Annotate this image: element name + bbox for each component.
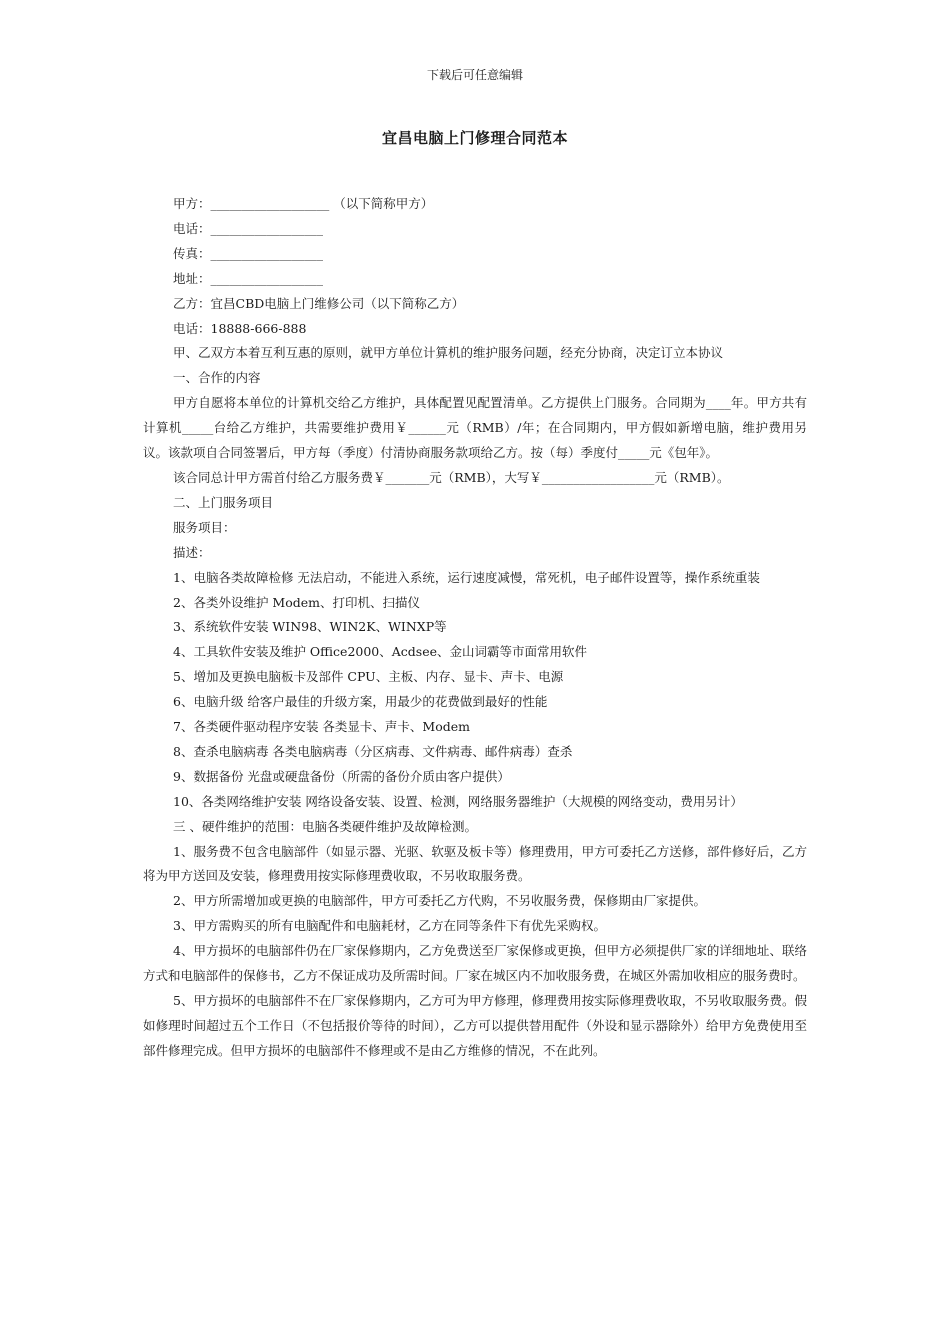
hardware-clause: 1、服务费不包含电脑部件（如显示器、光驱、软驱及板卡等）修理费用，甲方可委托乙方送修，部件修好后，乙方将为甲方送回及安装，修理费用按实际修理费收取，不另收取服务费。 (143, 843, 807, 884)
document-body (143, 192, 807, 1064)
section-heading-services: 二、上门服务项目 (173, 494, 274, 510)
service-item: 6、电脑升级 给客户最佳的升级方案，用最少的花费做到最好的性能 (173, 694, 548, 710)
service-item: 10、各类网络维护安装 网络设备安装、设置、检测，网络服务器维护（大规模的网络变动，费用另计） (173, 793, 743, 809)
service-item: 7、各类硬件驱动程序安装 各类显卡、声卡、Modem (173, 719, 471, 735)
service-item: 9、数据备份 光盘或硬盘备份（所需的备份介质由客户提供） (173, 768, 510, 784)
hardware-clause: 2、甲方所需增加或更换的电脑部件，甲方可委托乙方代购，不另收服务费，保修期由厂家提供。 (173, 893, 706, 909)
service-item: 3、系统软件安装 WIN98、WIN2K、WINXP等 (173, 619, 447, 635)
party-b-name-line: 乙方：宜昌CBD电脑上门维修公司（以下简称乙方） (173, 295, 465, 311)
document-title: 宜昌电脑上门修理合同范本 (381, 129, 568, 147)
service-items-label: 服务项目： (173, 519, 236, 535)
section-heading-hardware-scope: 三 、硬件维护的范围：电脑各类硬件维护及故障检测。 (173, 818, 477, 834)
service-item: 2、各类外设维护 Modem、打印机、扫描仪 (173, 594, 421, 610)
party-a-phone-line: 电话：__________________ (173, 220, 324, 236)
party-b-phone-line: 电话：18888-666-888 (173, 320, 307, 336)
agreement-preamble: 甲、乙双方本着互利互惠的原则，就甲方单位计算机的维护服务问题，经充分协商，决定订立本协议 (173, 345, 724, 361)
service-item: 1、电脑各类故障检修 无法启动，不能进入系统，运行速度减慢，常死机，电子邮件设置等，操作系统重装 (173, 569, 760, 585)
cooperation-clause: 甲方自愿将本单位的计算机交给乙方维护，具体配置见配置清单。乙方提供上门服务。合同期为____年。甲方共有计算机_____台给乙方维护，共需要维护费用￥______元（RMB）/年；在合同期内，甲方假如新增电脑，维护费用另议。该款项自合同签署后，甲方每（季度）付清协商服务款项给乙方。按（每）季度付_____元《包年》。 (143, 395, 807, 461)
section-heading-cooperation: 一、合作的内容 (173, 370, 261, 386)
hardware-clause: 4、甲方损坏的电脑部件仍在厂家保修期内，乙方免费送至厂家保修或更换，但甲方必须提供厂家的详细地址、联络方式和电脑部件的保修书，乙方不保证成功及所需时间。厂家在城区内不加收服务费，在城区外需加收相应的服务费时。 (143, 943, 807, 984)
total-fee-clause: 该合同总计甲方需首付给乙方服务费￥_______元（RMB），大写￥__________________元（RMB）。 (173, 469, 730, 485)
party-a-fax-line: 传真：__________________ (173, 245, 324, 261)
description-label: 描述： (173, 544, 211, 560)
page-header-note: 下载后可任意编辑 (426, 68, 523, 82)
party-a-name-line: 甲方：___________________ （以下简称甲方） (173, 196, 434, 211)
service-item: 8、查杀电脑病毒 各类电脑病毒（分区病毒、文件病毒、邮件病毒）查杀 (173, 743, 573, 759)
hardware-clause: 3、甲方需购买的所有电脑配件和电脑耗材，乙方在同等条件下有优先采购权。 (173, 918, 606, 934)
service-item: 4、工具软件安装及维护 Office2000、Acdsee、金山词霸等市面常用软件 (173, 644, 588, 660)
party-a-address-line: 地址：__________________ (173, 270, 324, 286)
hardware-clause: 5、甲方损坏的电脑部件不在厂家保修期内，乙方可为甲方修理，修理费用按实际修理费收取，不另收取服务费。假如修理时间超过五个工作日（不包括报价等待的时间），乙方可以提供替用配件（外设和显示器除外）给甲方免费使用至部件修理完成。但甲方损坏的电脑部件不修理或不是由乙方维修的情况，不在此列。 (143, 993, 807, 1058)
service-item: 5、增加及更换电脑板卡及部件 CPU、主板、内存、显卡、声卡、电源 (173, 669, 564, 685)
